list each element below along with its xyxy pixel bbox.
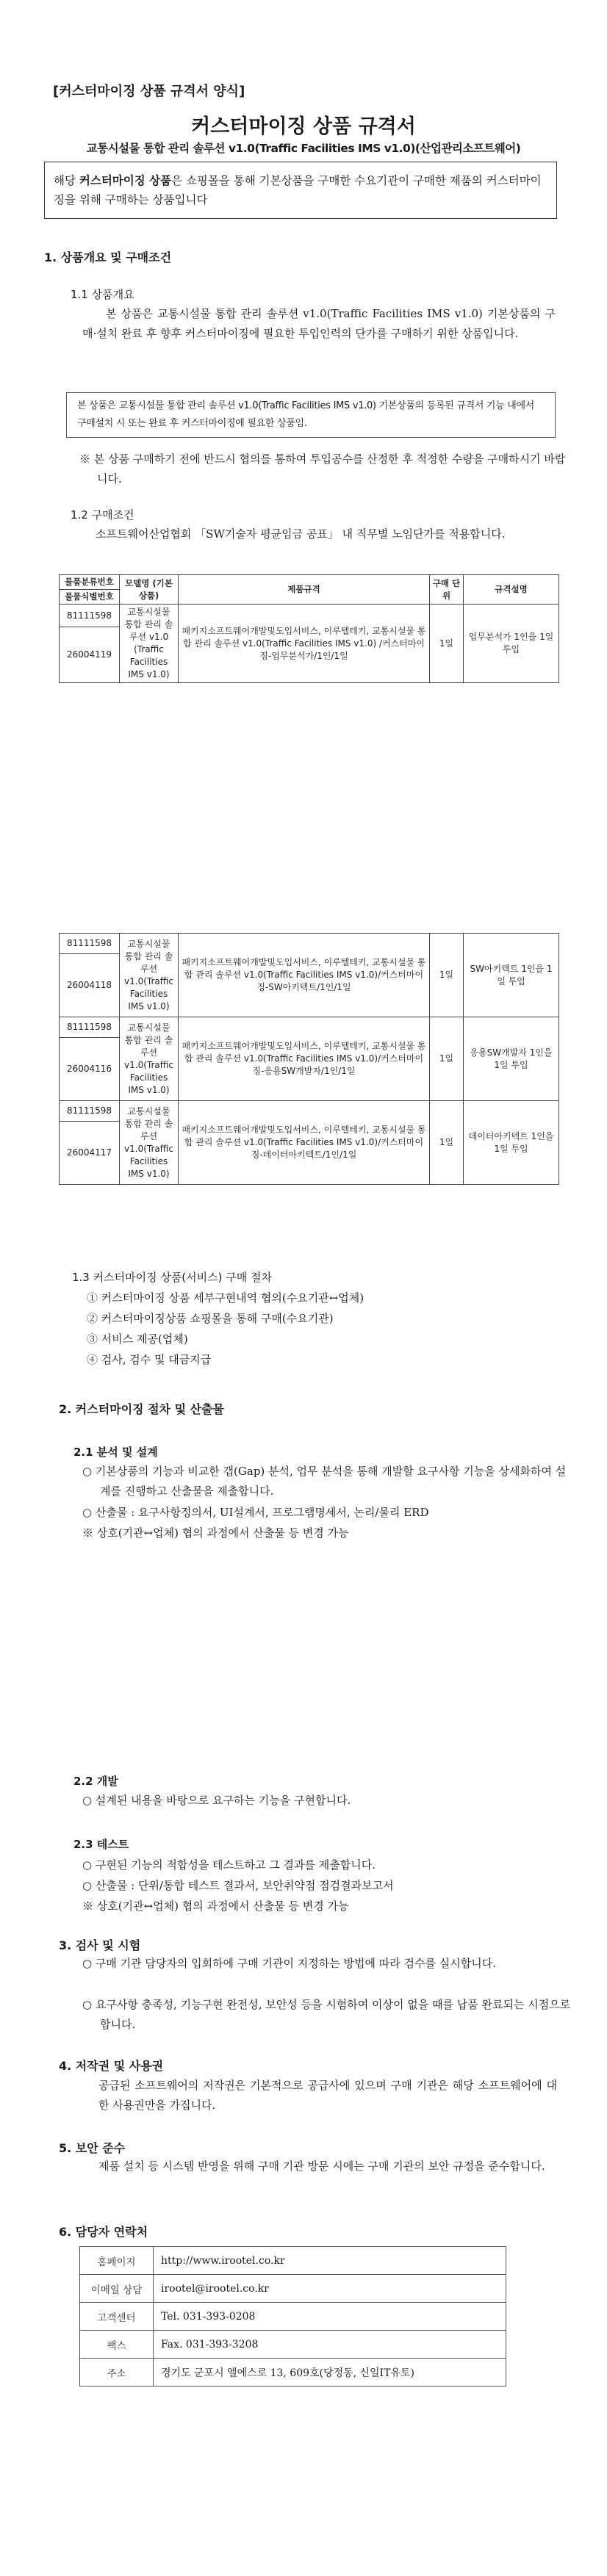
unit-cell: 1일 (430, 1017, 464, 1101)
procedure-step: ③ 서비스 제공(업체) (87, 1332, 188, 1346)
contact-row (80, 2331, 506, 2359)
form-label: [커스터마이징 상품 규격서 양식] (53, 84, 245, 99)
procedure-step: ① 커스터마이징 상품 세부구현내역 협의(수요기관↔업체) (87, 1291, 364, 1305)
id-no-cell: 26004118 (60, 954, 120, 1017)
class-no-cell: 81111598 (60, 934, 120, 954)
contact-label: 홈페이지 (80, 2247, 154, 2275)
spec-table-2 (59, 933, 559, 1185)
copyright-body: 공급된 소프트웨어의 저작권은 기본적으로 공급사에 있으며 구매 기관은 해당 소프트웨어에 대한 사용권만을 가집니다. (98, 2079, 557, 2112)
class-no-header: 물품분류번호 (60, 575, 119, 590)
model-cell: 교통시설물 통합 관리 솔루션 v1.0 (Traffic Facilities IMS v1.0) (120, 605, 179, 683)
contact-row (80, 2275, 506, 2303)
contact-label: 팩스 (80, 2331, 154, 2359)
homepage-link[interactable]: http://www.irootel.co.kr (154, 2247, 506, 2275)
desc-cell: SW아키텍트 1인을 1일 투입 (464, 934, 559, 1017)
analysis-item: ○ 기본상품의 기능과 비교한 갭(Gap) 분석, 업무 분석을 통해 개발할 요구사항 기능을 상세화하여 설계를 진행하고 산출물을 제출합니다. (82, 1465, 567, 1498)
class-no-cell: 81111598 (60, 605, 120, 627)
security-body: 제품 설치 등 시스템 반영을 위해 구매 기관 방문 시에는 구매 기관의 보안 규정을 준수합니다. (98, 2160, 545, 2173)
contact-label: 주소 (80, 2359, 154, 2386)
model-cell: 교통시설물 통합 관리 솔루션 v1.0(Traffic Facilities IMS v1.0) (120, 1101, 179, 1185)
inspection-item: ○ 구매 기관 담당자의 입회하에 구매 기관이 지정하는 방법에 따라 검수를 실시합니다. (82, 1957, 496, 1970)
test-item: ※ 상호(기관↔업체) 협의 과정에서 산출물 등 변경 가능 (82, 1899, 349, 1913)
contact-label: 이메일 상담 (80, 2275, 154, 2303)
id-no-cell: 26004119 (60, 627, 120, 683)
intro-text-part2: 은 쇼핑몰을 통해 기본상품을 구매한 수요기관이 구매한 제품의 커스터마이징을 위해 구매하는 상품입니다 (54, 174, 542, 206)
desc-header: 규격설명 (464, 575, 559, 605)
section1-heading: 1. 상품개요 및 구매조건 (44, 250, 172, 264)
phone-value: Tel. 031-393-0208 (154, 2303, 506, 2331)
section4-heading: 4. 저작권 및 사용권 (59, 2059, 164, 2073)
intro-text-part1: 해당 (54, 174, 79, 187)
model-cell: 교통시설물 통합 관리 솔루션 v1.0(Traffic Facilities IMS v1.0) (120, 1017, 179, 1101)
analysis-item: ○ 산출물 : 요구사항정의서, UI설계서, 프로그램명세서, 논리/물리 ERD (82, 1506, 429, 1519)
contact-row (80, 2247, 506, 2275)
model-cell: 교통시설물 통합 관리 솔루션 v1.0(Traffic Facilities IMS v1.0) (120, 934, 179, 1017)
fax-value: Fax. 031-393-3208 (154, 2331, 506, 2359)
address-value: 경기도 군포시 엘에스로 13, 609호(당정동, 신일IT유토) (154, 2359, 506, 2386)
spec-cell: 패키지소프트웨어개발및도입서비스, 이루텔테키, 교통시설물 통합 관리 솔루션 v1.0(Traffic Facilities IMS v1.0)/커스터마이징-SW아키텍트/1인/1일 (179, 934, 430, 1017)
unit-cell: 1일 (430, 1101, 464, 1185)
section1-2-body: 소프트웨어산업협회 「SW기술자 평균임금 공표」 내 직무별 노임단가를 적용합니다. (96, 527, 506, 541)
unit-header: 구매 단위 (430, 575, 464, 605)
spec-cell: 패키지소프트웨어개발및도입서비스, 이루텔테키, 교통시설물 통합 관리 솔루션 v1.0(Traffic Facilities IMS v1.0)/커스터마이징-데이터아키텍트/1인/1일 (179, 1101, 430, 1185)
id-no-header: 물품식별번호 (65, 591, 114, 602)
contact-row (80, 2303, 506, 2331)
section1-2-heading: 1.2 구매조건 (71, 508, 134, 522)
intro-text-bold: 커스터마이징 상품 (79, 174, 172, 187)
class-no-cell: 81111598 (60, 1017, 120, 1038)
desc-cell: 데이터아키텍트 1인을 1일 투입 (464, 1101, 559, 1185)
table-header-row (60, 575, 559, 605)
section2-2-heading: 2.2 개발 (73, 1775, 118, 1788)
section1-3-heading: 1.3 커스터마이징 상품(서비스) 구매 절차 (72, 1271, 272, 1284)
contact-row (80, 2359, 506, 2386)
section1-1-heading: 1.1 상품개요 (71, 288, 134, 301)
section1-1-body: 본 상품은 교통시설물 통합 관리 솔루션 v1.0(Traffic Facilities IMS v1.0) 기본상품의 구매·설치 완료 후 향후 커스터마이징에 필요한 투입인력의 단가를 구매하기 위한 상품입니다. (82, 307, 556, 340)
section3-heading: 3. 검사 및 시험 (59, 1938, 141, 1952)
class-no-cell: 81111598 (60, 1101, 120, 1122)
development-item: ○ 설계된 내용을 바탕으로 요구하는 기능을 구현합니다. (82, 1794, 351, 1807)
desc-cell: 응용SW개발자 1인을 1일 투입 (464, 1017, 559, 1101)
id-no-cell: 26004117 (60, 1122, 120, 1185)
inspection-item: ○ 요구사항 충족성, 기능구현 완전성, 보안성 등을 시험하여 이상이 없을 때를 납품 완료되는 시점으로 합니다. (82, 1998, 571, 2031)
spec-cell: 패키지소프트웨어개발및도입서비스, 이루텔테키, 교통시설물 통합 관리 솔루션 v1.0(Traffic Facilities IMS v1.0)/커스터마이징-응용SW개발자/1인/1일 (179, 1017, 430, 1101)
document-subtitle: 교통시설물 통합 관리 솔루션 v1.0(Traffic Facilities IMS v1.0)(산업관리소프트웨어) (86, 142, 521, 155)
section5-heading: 5. 보안 준수 (59, 2141, 126, 2155)
test-item: ○ 구현된 기능의 적합성을 테스트하고 그 결과를 제출합니다. (82, 1858, 376, 1872)
test-item: ○ 산출물 : 단위/통합 테스트 결과서, 보안취약점 점검결과보고서 (82, 1879, 394, 1892)
purchase-note: ※ 본 상품 구매하기 전에 반드시 협의를 통하여 투입공수를 산정한 후 적정한 수량을 구매하시기 바랍니다. (79, 452, 566, 486)
analysis-item: ※ 상호(기관↔업체) 협의 과정에서 산출물 등 변경 가능 (82, 1526, 349, 1540)
table-row (60, 1017, 559, 1038)
table-row (60, 934, 559, 954)
unit-cell: 1일 (430, 605, 464, 683)
intro-box (44, 162, 557, 219)
desc-cell: 업무분석가 1인을 1일 투입 (464, 605, 559, 683)
contact-table (79, 2246, 506, 2386)
spec-cell: 패키지소프트웨어개발및도입서비스, 이루텔테키, 교통시설물 통합 관리 솔루션 v1.0(Traffic Facilities IMS v1.0) /커스터마이징-업무분석가/1인/1일 (179, 605, 430, 683)
unit-cell: 1일 (430, 934, 464, 1017)
contact-label: 고객센터 (80, 2303, 154, 2331)
id-no-cell: 26004116 (60, 1038, 120, 1101)
procedure-step: ② 커스터마이징상품 쇼핑몰을 통해 구매(수요기관) (87, 1312, 334, 1325)
section2-heading: 2. 커스터마이징 절차 및 산출물 (59, 1402, 224, 1416)
code-header-cell (60, 575, 120, 605)
section2-1-heading: 2.1 분석 및 설계 (73, 1446, 158, 1459)
table-row (60, 1101, 559, 1122)
model-header: 모델명 (기본상품) (120, 575, 179, 605)
notice-box: 본 상품은 교통시설물 통합 관리 솔루션 v1.0(Traffic Facilities IMS v1.0) 기본상품의 등록된 규격서 기능 내에서 구매설치 시 또는 완료 후 커스터마이징에 필요한 상품임. (66, 392, 556, 438)
spec-header: 제품규격 (179, 575, 430, 605)
section6-heading: 6. 담당자 연락처 (59, 2225, 148, 2239)
spec-table-1 (59, 574, 559, 683)
procedure-step: ④ 검사, 검수 및 대금지급 (87, 1353, 212, 1366)
email-link[interactable]: irootel@irootel.co.kr (154, 2275, 506, 2303)
section2-3-heading: 2.3 테스트 (73, 1838, 129, 1851)
table-row (60, 605, 559, 627)
document-title: 커스터마이징 상품 규격서 (191, 115, 416, 138)
